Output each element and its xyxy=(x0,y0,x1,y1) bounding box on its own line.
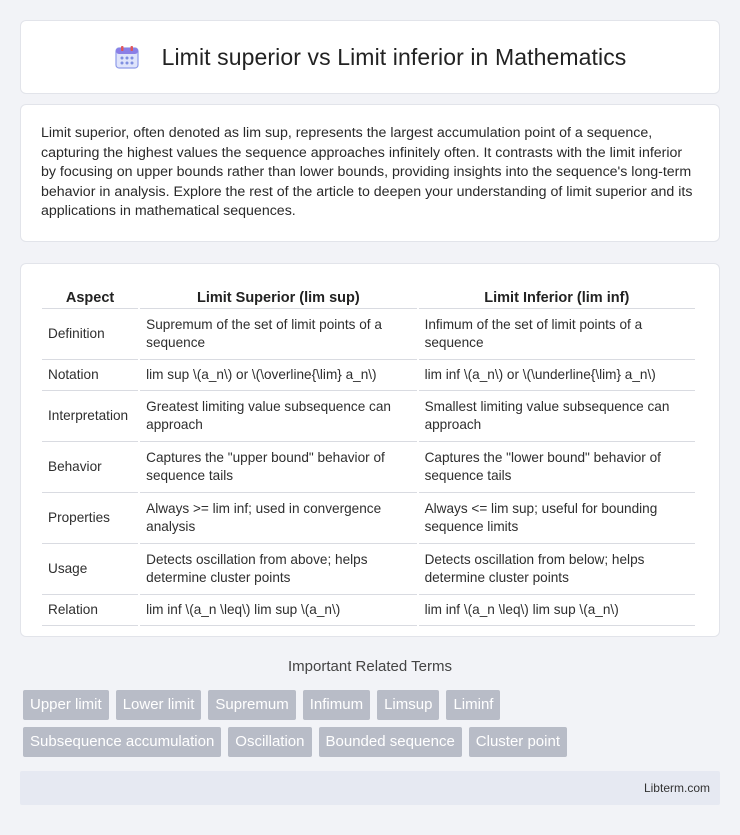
row-lim-inf: Detects oscillation from below; helps determine cluster points xyxy=(419,544,695,595)
tag-row xyxy=(23,690,723,720)
header-lim-inf: Limit Inferior (lim inf) xyxy=(419,284,695,309)
tag-supremum[interactable]: Supremum xyxy=(208,690,295,720)
footer xyxy=(20,771,720,805)
table-row xyxy=(42,544,695,595)
row-lim-sup: Detects oscillation from above; helps determine cluster points xyxy=(140,544,416,595)
footer-site-link[interactable]: Libterm.com xyxy=(643,781,710,795)
tag-cluster-point[interactable]: Cluster point xyxy=(469,727,567,757)
row-lim-sup: lim sup \(a_n\) or \(\overline{\lim} a_n\) xyxy=(140,360,416,391)
intro-card xyxy=(20,104,720,242)
related-terms-title: Important Related Terms xyxy=(288,658,452,675)
tag-subsequence-accumulation[interactable]: Subsequence accumulation xyxy=(23,727,221,757)
row-aspect: Usage xyxy=(42,544,138,595)
row-lim-sup: Greatest limiting value subsequence can approach xyxy=(140,391,416,442)
tag-bounded-sequence[interactable]: Bounded sequence xyxy=(319,727,462,757)
tag-limsup[interactable]: Limsup xyxy=(377,690,439,720)
row-aspect: Notation xyxy=(42,360,138,391)
calendar-icon xyxy=(114,44,140,70)
intro-text: Limit superior, often denoted as lim sup, represents the largest accumulation point of a sequence, capturing the highest values the sequence approaches infinitely often. It contrasts with the limit inferior by focusing on upper bounds rather than lower bounds, providing insights into the sequence's long-term behavior in analysis. Explore the rest of the article to deepen your understanding of limit superior and its applications in mathematical sequences. xyxy=(41,125,693,220)
title-card xyxy=(20,20,720,94)
row-lim-sup: Supremum of the set of limit points of a sequence xyxy=(140,309,416,360)
row-aspect: Relation xyxy=(42,595,138,626)
related-terms xyxy=(23,690,723,764)
header-lim-sup: Limit Superior (lim sup) xyxy=(140,284,416,309)
row-lim-sup: lim inf \(a_n \leq\) lim sup \(a_n\) xyxy=(140,595,416,626)
table-row xyxy=(42,595,695,626)
page-title: Limit superior vs Limit inferior in Mathematics xyxy=(161,43,627,70)
comparison-card xyxy=(20,263,720,637)
tag-upper-limit[interactable]: Upper limit xyxy=(23,690,109,720)
tag-oscillation[interactable]: Oscillation xyxy=(228,727,311,757)
table-row xyxy=(42,442,695,493)
tag-liminf[interactable]: Liminf xyxy=(446,690,500,720)
row-lim-inf: Always <= lim sup; useful for bounding sequence limits xyxy=(419,493,695,544)
row-lim-inf: lim inf \(a_n\) or \(\underline{\lim} a_n\) xyxy=(419,360,695,391)
row-aspect: Definition xyxy=(42,309,138,360)
table-row xyxy=(42,309,695,360)
row-lim-inf: Infimum of the set of limit points of a sequence xyxy=(419,309,695,360)
row-lim-sup: Captures the "upper bound" behavior of sequence tails xyxy=(140,442,416,493)
tag-lower-limit[interactable]: Lower limit xyxy=(116,690,202,720)
row-aspect: Behavior xyxy=(42,442,138,493)
table-header-row xyxy=(42,284,695,309)
tag-row xyxy=(23,727,723,757)
tag-infimum[interactable]: Infimum xyxy=(303,690,370,720)
row-aspect: Interpretation xyxy=(42,391,138,442)
comparison-table xyxy=(40,284,697,626)
row-lim-inf: Smallest limiting value subsequence can approach xyxy=(419,391,695,442)
table-row xyxy=(42,391,695,442)
row-lim-sup: Always >= lim inf; used in convergence analysis xyxy=(140,493,416,544)
table-row xyxy=(42,360,695,391)
row-aspect: Properties xyxy=(42,493,138,544)
row-lim-inf: Captures the "lower bound" behavior of sequence tails xyxy=(419,442,695,493)
row-lim-inf: lim inf \(a_n \leq\) lim sup \(a_n\) xyxy=(419,595,695,626)
header-aspect: Aspect xyxy=(42,284,138,309)
table-row xyxy=(42,493,695,544)
